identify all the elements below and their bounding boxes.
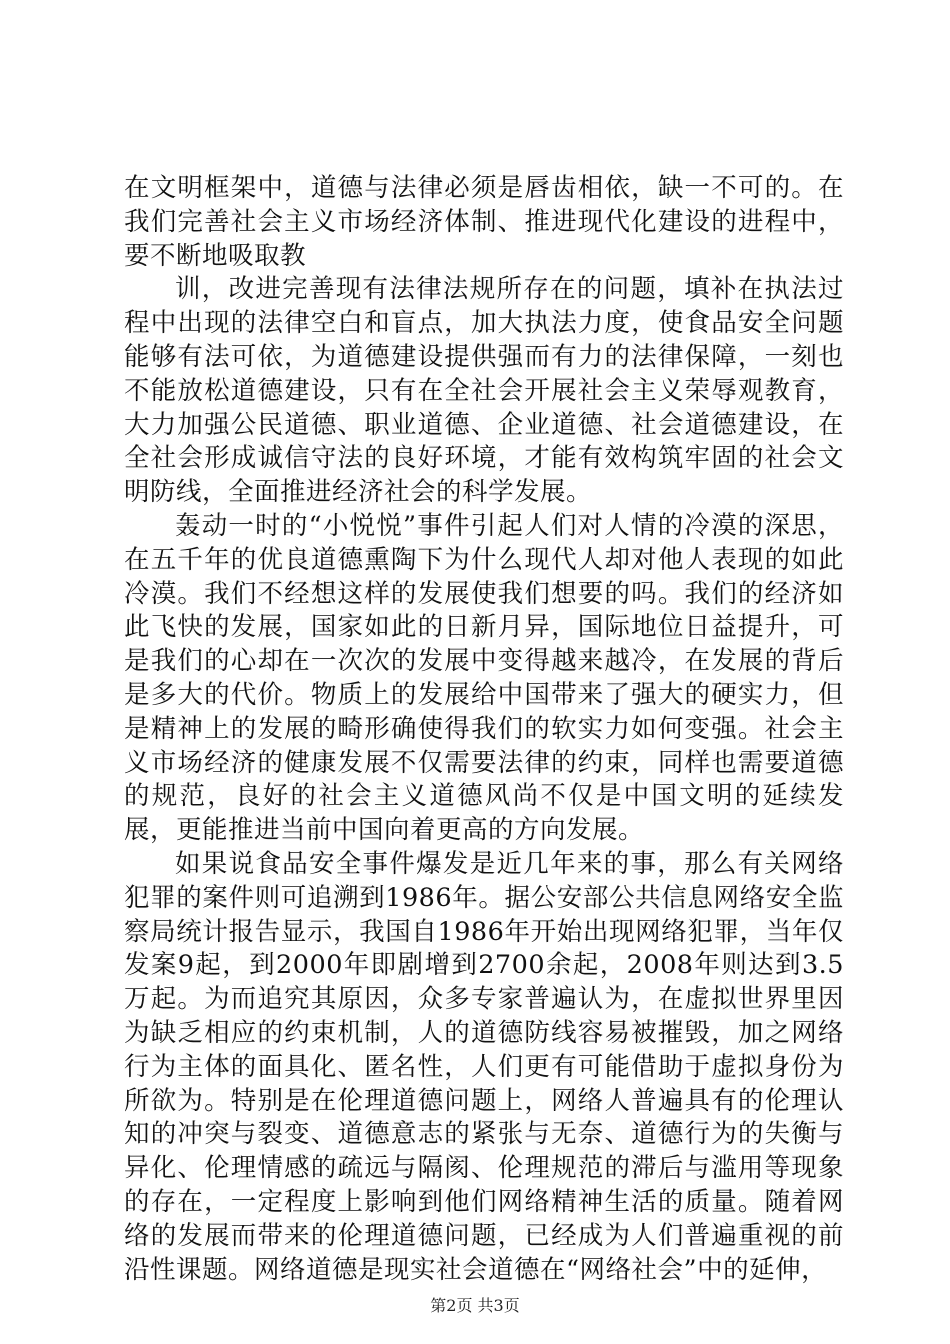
paragraph-4: 如果说食品安全事件爆发是近几年来的事，那么有关网络犯罪的案件则可追溯到1986年。据公安部公共信息网络安全监察局统计报告显示，我国自1986年开始出现网络犯罪，当年仅发案9起，到2000年即剧增到2700余起，2008年则达到3.5万起。为而追究其原因，众多专家普遍认为，在虚拟世界里因为缺乏相应的约束机制，人的道德防线容易被摧毁，加之网络行为主体的面具化、匿名性，人们更有可能借助于虚拟身份为所欲为。特别是在伦理道德问题上，网络人普遍具有的伦理认知的冲突与裂变、道德意志的紧张与无奈、道德行为的失衡与异化、伦理情感的疏远与隔阂、伦理规范的滞后与滥用等现象的存在，一定程度上影响到他们网络精神生活的质量。随着网络的发展而带来的伦理道德问题，已经成为人们普遍重视的前沿性课题。网络道德是现实社会道德在“网络社会”中的延伸，: [124, 848, 844, 1285]
paragraph-3: 轰动一时的“小悦悦”事件引起人们对人情的冷漠的深思，在五千年的优良道德熏陶下为什么现代人却对他人表现的如此冷漠。我们不经想这样的发展使我们想要的吗。我们的经济如此飞快的发展，国家如此的日新月异，国际地位日益提升，可是我们的心却在一次次的发展中变得越来越冷，在发展的背后是多大的代价。物质上的发展给中国带来了强大的硬实力，但是精神上的发展的畸形确使得我们的软实力如何变强。社会主义市场经济的健康发展不仅需要法律的约束，同样也需要道德的规范，良好的社会主义道德风尚不仅是中国文明的延续发展，更能推进当前中国向着更高的方向发展。: [124, 510, 844, 846]
paragraph-1: 在文明框架中，道德与法律必须是唇齿相依，缺一不可的。在我们完善社会主义市场经济体制、推进现代化建设的进程中，要不断地吸取教: [124, 173, 844, 271]
body-text: [124, 172, 844, 1287]
page-number-footer: 第2页 共3页: [430, 1296, 520, 1315]
paragraph-2: 训，改进完善现有法律法规所存在的问题，填补在执法过程中出现的法律空白和盲点，加大执法力度，使食品安全问题能够有法可依，为道德建设提供强而有力的法律保障，一刻也不能放松道德建设，只有在全社会开展社会主义荣辱观教育，大力加强公民道德、职业道德、企业道德、社会道德建设，在全社会形成诚信守法的良好环境，才能有效构筑牢固的社会文明防线，全面推进经济社会的科学发展。: [124, 274, 844, 508]
